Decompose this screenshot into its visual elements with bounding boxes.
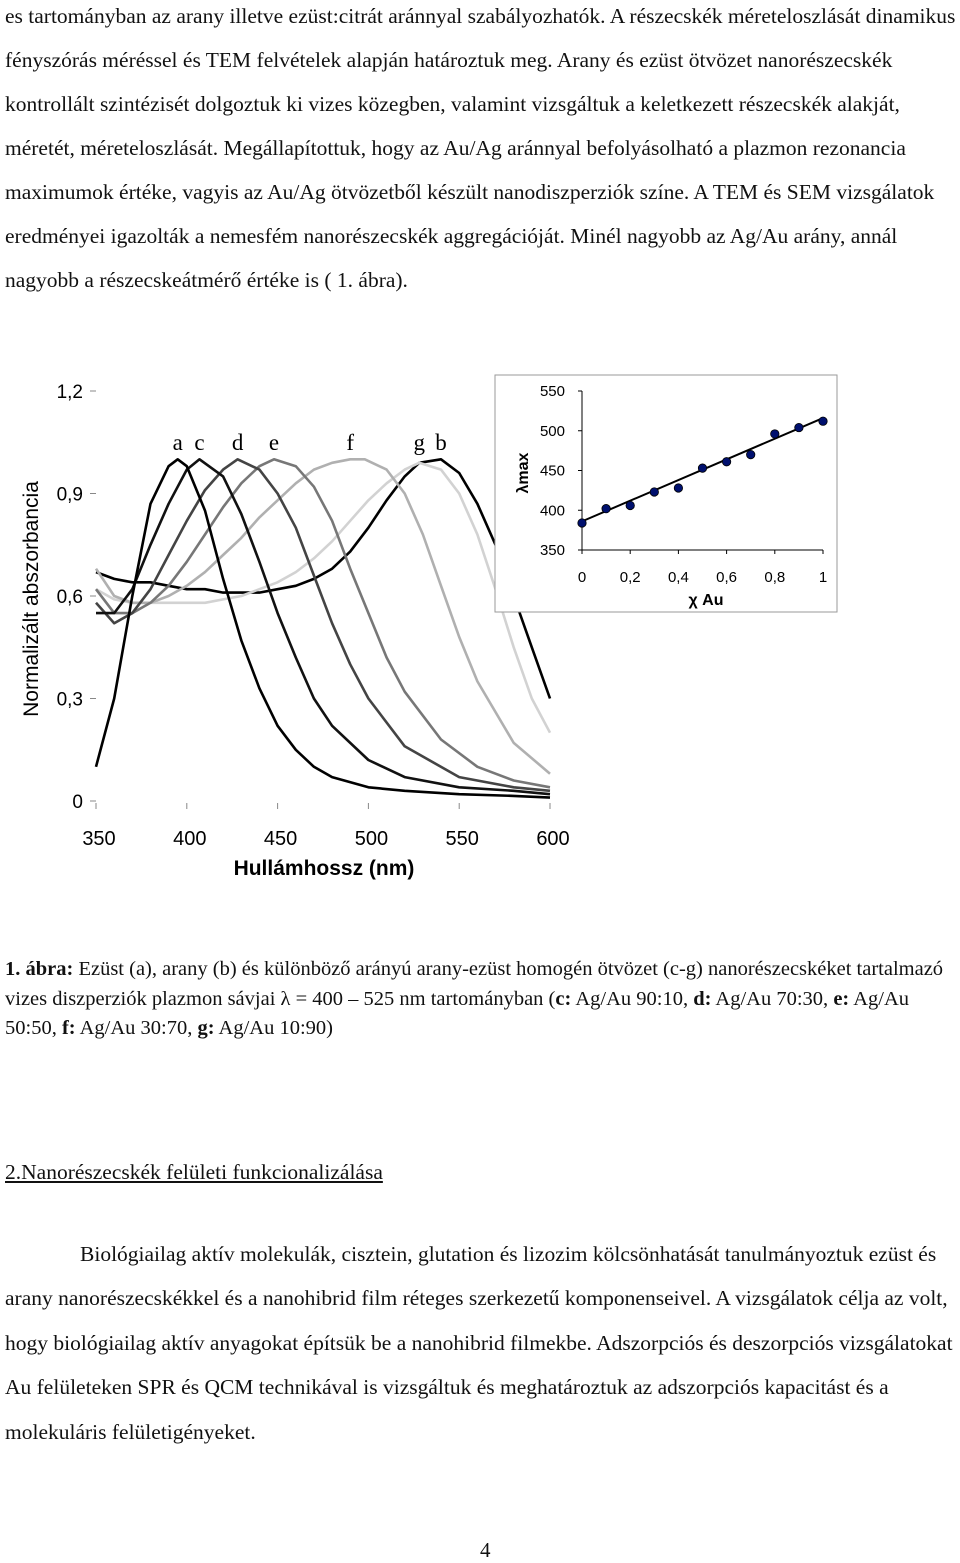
ratio-e-value: Ag/Au 50:50, [5,987,910,1039]
inset-y-tick-label: 450 [539,462,565,480]
ratio-g-key: g: [197,1017,215,1039]
page-number: 4 [480,1538,491,1562]
x-tick-label: 350 [82,828,116,850]
section-heading: 2.Nanorészecskék felületi funkcionalizálása [5,1160,383,1184]
ratio-f-key: f: [61,1017,76,1039]
inset-x-tick-label: 0,4 [667,569,689,586]
inset-y-tick-label: 500 [539,422,565,440]
spectrum-curve-b [96,459,550,698]
x-tick-label: 500 [354,828,389,850]
ratio-d-key: d: [693,987,712,1010]
ratio-c-value: Ag/Au 90:10, [571,987,694,1010]
inset-data-point [698,464,706,472]
ratio-g-value: Ag/Au 10:90) [214,1017,334,1039]
y-tick-label: 0,9 [56,484,83,506]
inset-data-point [771,430,779,438]
spectrum-curve-d [96,459,550,791]
curve-label-b: b [435,430,447,455]
caption-text: Ezüst (a), arany (b) és különböző arányú arany-ezüst homogén ötvözet (c-g) nanorészecskéket tartalmazó vizes diszperziók plazmon sávjai λ = 400 – 525 nm tartományban ( [5,958,944,1010]
inset-data-point [795,423,803,431]
inset-data-point [722,458,730,466]
x-tick-label: 550 [445,828,479,850]
x-tick-label: 400 [173,828,207,850]
inset-x-tick-label: 0 [577,569,587,586]
ratio-f-value: Ag/Au 30:70, [75,1017,198,1039]
x-axis-title: Hullámhossz (nm) [233,857,415,880]
inset-data-point [674,484,682,492]
inset-data-point [578,519,586,527]
x-tick-label: 600 [536,828,570,850]
figure-caption [5,955,957,1044]
body-paragraph [5,1232,957,1454]
curve-label-g: g [413,430,425,455]
inset-y-title-text: λmax [515,452,532,494]
inset-x-tick-label: 0,2 [619,569,641,586]
x-tick-label: 450 [263,828,298,850]
y-axis-title: Normalizált abszorbancia [20,481,43,717]
body-paragraph-text: Biológiailag aktív molekulák, cisztein, glutation és lizozim kölcsönhatását tanulmányoztuk ezüst és arany nanorészecskékkel és a nanohibrid film réteges szerkezetű komponenseivel. A vizsgálatok célja az volt, hogy biológiailag aktív anyagokat építsük be a nanohibrid filmekbe. Adszorpciós és deszorpciós vizsgálatokat Au felületeken SPR és QCM technikával is vizsgáltuk és meghatároztuk az adszorpciós kapacitást és a molekuláris felületigényeket. [5,1242,953,1444]
inset-y-title [515,452,532,493]
inset-y-tick-label: 400 [539,502,565,520]
spectrum-curve-e [96,459,550,787]
inset-y-tick-label: 350 [539,542,565,559]
inset-x-tick-label: 1 [818,569,828,586]
caption-label: 1. ábra: [5,958,74,980]
inset-x-tick-label: 0,8 [764,569,786,586]
inset-y-tick-label: 550 [539,383,565,400]
inset-data-point [650,488,658,496]
curve-label-a: a [172,430,183,455]
y-tick-label: 0,3 [56,689,83,711]
curve-label-e: e [268,430,280,455]
lambda-max-inset-chart [490,370,890,620]
y-tick-label: 1,2 [56,382,83,403]
inset-x-title: χ Au [688,592,724,609]
intro-paragraph: es tartományban az arany illetve ezüst:citrát aránnyal szabályozhatók. A részecskék méreteloszlását dinamikus fényszórás méréssel és TEM felvételek alapján határoztuk meg. Arany és ezüst ötvözet nanorészecskék kontrollált szintézisét dolgoztuk ki vizes közegben, valamint vizsgáltuk a keletkezett részecskék alakját, méretét, méreteloszlását. Megállapítottuk, hogy az Au/Ag aránnyal befolyásolható a plazmon rezonancia maximumok értéke, vagyis az Au/Ag ötvözetből készült nanodiszperziók színe. A TEM és SEM vizsgálatok eredményei igazolták a nemesfém nanorészecskék aggregációját. Minél nagyobb az Ag/Au arány, annál nagyobb a részecskeátmérő értéke is ( 1. ábra). [5,4,956,292]
inset-frame [495,375,837,612]
spectrum-curve-a [96,459,550,797]
y-tick-label: 0,6 [56,587,83,608]
ratio-d-value: Ag/Au 70:30, [711,987,834,1010]
curve-label-f: f [346,430,355,455]
curve-label-c: c [194,430,205,455]
inset-data-point [747,450,755,458]
inset-data-point [602,504,610,512]
inset-data-point [819,417,827,425]
ratio-e-key: e: [833,987,850,1010]
ratio-c-key: c: [555,987,572,1010]
spectrum-curve-c [96,459,550,794]
y-tick-label: 0 [72,792,83,813]
curve-label-d: d [231,430,244,455]
inset-x-tick-label: 0,6 [716,569,738,586]
inset-data-point [626,501,634,509]
